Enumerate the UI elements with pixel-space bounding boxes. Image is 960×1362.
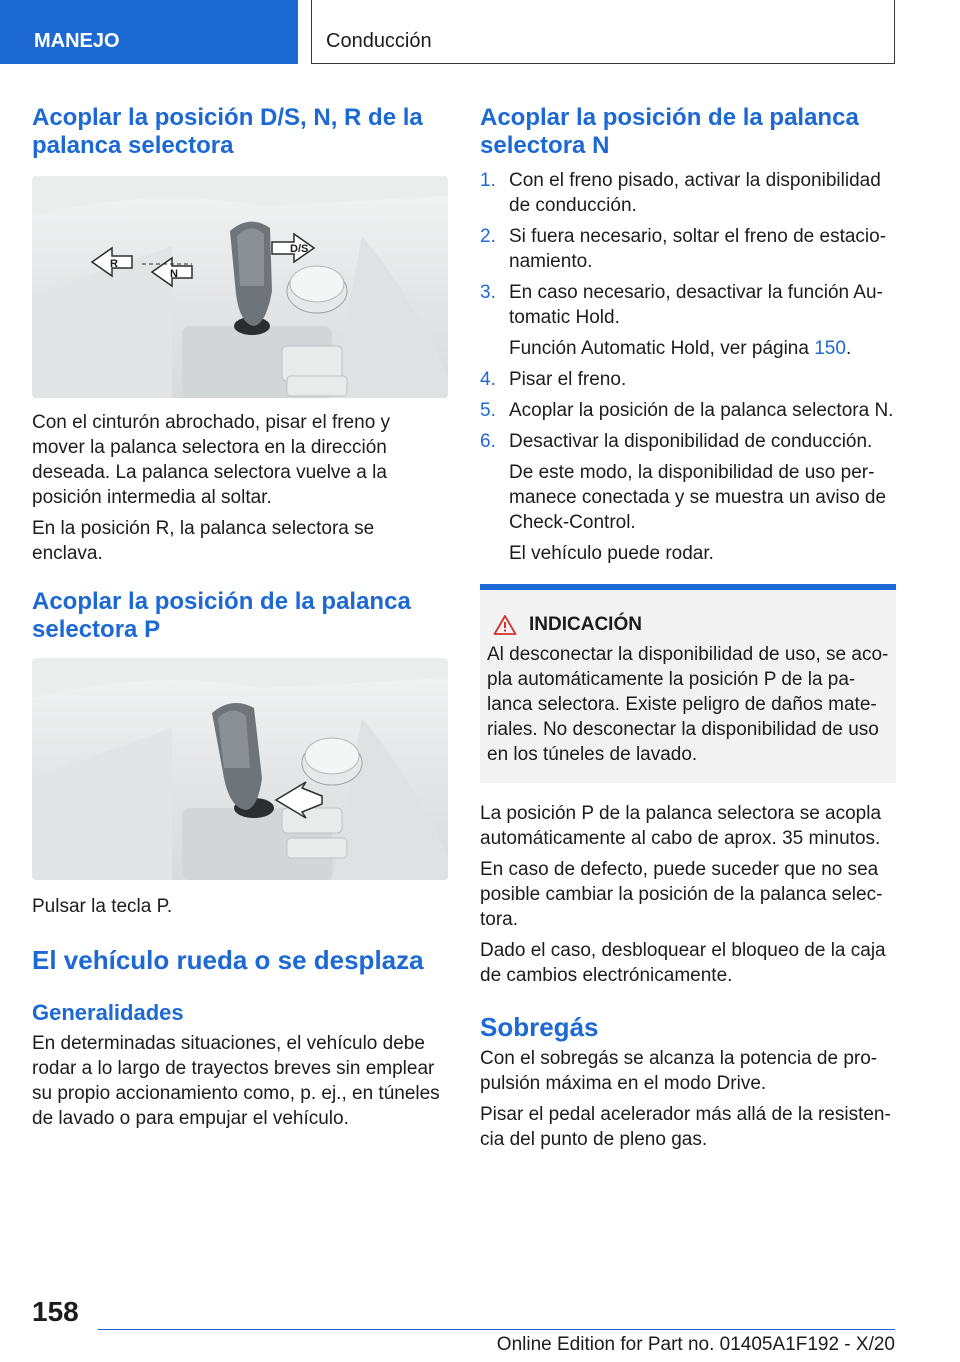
paragraph: Pulsar la tecla P. — [32, 896, 173, 917]
heading-general: Generalidades — [32, 1000, 184, 1025]
step-text: Desactivar la disponibilidad de conducción. — [509, 431, 873, 452]
page-number: 158 — [32, 1296, 79, 1327]
step-text: Acoplar la posición de la palanca selectora N. — [509, 400, 894, 421]
step-number: 2. — [480, 226, 496, 247]
paragraph: En caso de defecto, puede suceder que no sea posible cambiar la posición de la palanca selec-tora. — [480, 859, 883, 930]
step-number: 3. — [480, 282, 496, 303]
heading-p: Acoplar la posición de la palanca selectora P — [32, 588, 411, 643]
notice-text: Al desconectar la disponibilidad de uso, se aco-pla automáticamente la posición P de la pa-lanca selectora. Existe peligro de daños mate-riales. No desconectar la disponibilidad de uso en los túneles de lavado. — [487, 644, 889, 765]
step-text: Con el freno pisado, activar la disponibilidad de conducción. — [509, 170, 881, 216]
paragraph: Con el cinturón abrochado, pisar el freno y mover la palanca selectora en la dirección deseada. La palanca selectora vuelve a la posición intermedia al soltar. — [32, 412, 391, 508]
footer-edition: Online Edition for Part no. 01405A1F192 - X/20 — [496, 1334, 895, 1355]
right-column — [480, 100, 896, 1152]
label-ds: D/S — [290, 243, 309, 255]
step-text: Pisar el freno. — [509, 369, 627, 390]
step-note: El vehículo puede rodar. — [509, 543, 714, 564]
step-text: Si fuera necesario, soltar el freno de estacio-namiento. — [509, 226, 887, 272]
gear-selector-figure-dsnr — [32, 176, 448, 398]
heading-kickdown: Sobregás — [480, 1012, 599, 1042]
section-tab: MANEJO — [0, 0, 298, 64]
left-column — [32, 100, 448, 1131]
list-item — [480, 429, 896, 566]
paragraph: Con el sobregás se alcanza la potencia de pro-pulsión máxima en el modo Drive. — [480, 1048, 878, 1094]
step-note: Función Automatic Hold, ver página 150. — [509, 338, 852, 359]
paragraph: Dado el caso, desbloquear el bloqueo de la caja de cambios electrónicamente. — [480, 940, 886, 986]
step-text: En caso necesario, desactivar la función Au-tomatic Hold. — [509, 282, 883, 328]
paragraph: La posición P de la palanca selectora se acopla automáticamente al cabo de aprox. 35 minutos. — [480, 803, 882, 849]
gear-selector-figure-p — [32, 658, 448, 880]
notice-title: INDICACIÓN — [529, 614, 642, 635]
footer-divider — [98, 1329, 895, 1330]
heading-rolling: El vehículo rueda o se desplaza — [32, 945, 424, 975]
list-item — [480, 280, 896, 361]
label-r: R — [110, 258, 118, 270]
steps-list — [480, 168, 896, 566]
list-item — [480, 224, 896, 274]
notice-header — [487, 614, 889, 636]
list-item — [480, 168, 896, 218]
list-item — [480, 398, 896, 423]
paragraph: En determinadas situaciones, el vehículo debe rodar a lo largo de trayectos breves sin emplear su propio accionamiento como, p. ej., en túneles de lavado o para empujar el vehículo. — [32, 1033, 440, 1129]
step-number: 5. — [480, 400, 496, 421]
paragraph: Pisar el pedal acelerador más allá de la resisten-cia del punto de pleno gas. — [480, 1104, 891, 1150]
list-item — [480, 367, 896, 392]
label-n: N — [170, 268, 178, 280]
heading-n: Acoplar la posición de la palanca selectora N — [480, 104, 859, 159]
warning-icon — [493, 614, 517, 636]
step-number: 6. — [480, 431, 496, 452]
chapter-tab: Conducción — [311, 0, 895, 64]
notice-box — [480, 584, 896, 783]
page-link[interactable]: 150 — [814, 338, 846, 359]
step-number: 1. — [480, 170, 496, 191]
heading-dsnr: Acoplar la posición D/S, N, R de la palanca selectora — [32, 104, 423, 159]
paragraph: En la posición R, la palanca selectora se enclava. — [32, 518, 375, 564]
step-number: 4. — [480, 369, 496, 390]
step-note: De este modo, la disponibilidad de uso per-manece conectada y se muestra un aviso de Check-Control. — [509, 462, 887, 533]
